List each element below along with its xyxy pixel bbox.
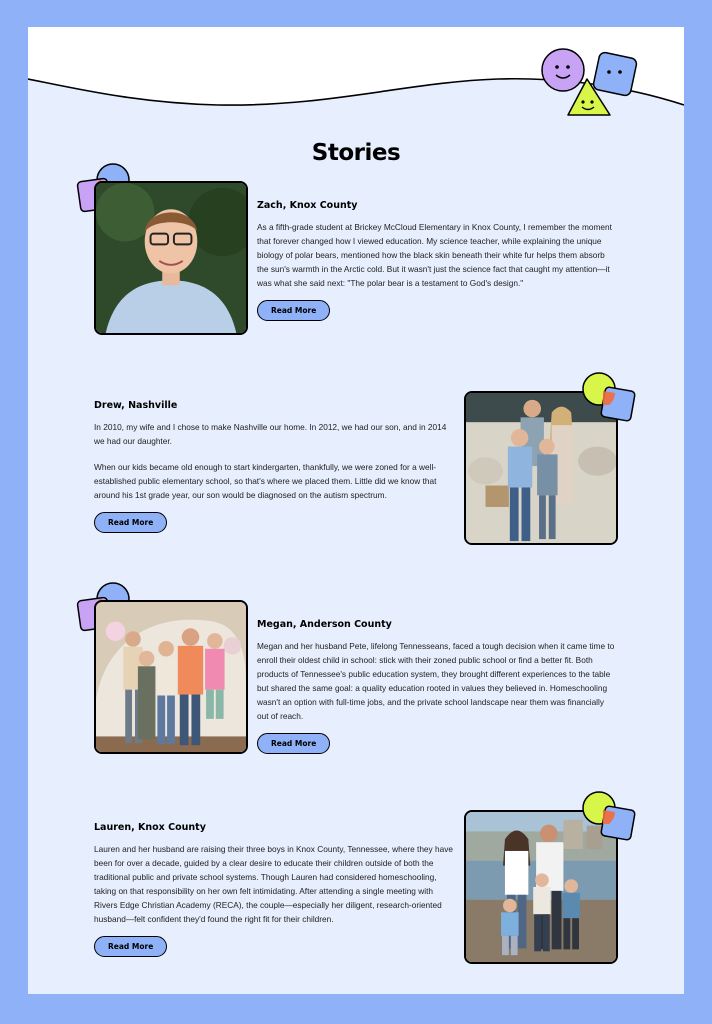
mascot-shapes-icon [538, 45, 668, 145]
zach-photo [94, 181, 248, 335]
story-body [257, 639, 617, 723]
story-paragraph: When our kids became old enough to start kindergarten, thankfully, we were zoned for a well-established public elementary school, so that's where we placed them. Little did we know that around his 1st grade year, our son would be diagnosed on the autism spectrum. [94, 462, 437, 500]
story-name: Megan, Anderson County [257, 619, 392, 630]
shapes-deco-icon [579, 790, 643, 854]
story-body [257, 220, 617, 290]
story-lauren [94, 822, 454, 957]
megan-photo [94, 600, 248, 754]
story-body [94, 842, 454, 926]
page-title: Stories [311, 140, 401, 166]
story-paragraph: Megan and her husband Pete, lifelong Tennesseans, faced a tough decision when it came time to enroll their oldest child in school: stick with their zoned public school or find a better fit. Both products of Tennessee's public education system, they brought different experiences to the table but shared the same goal: a quality education rooted in values they believed in. Homeschooling wasn't an option with full-time jobs, and the private school landscape near them was financially out of reach. [257, 641, 615, 721]
story-paragraph: Lauren and her husband are raising their three boys in Knox County, Tennessee, where they have been for over a decade, guided by a clear desire to educate their children outside of both the traditional public and private school systems. Though Lauren had considered homeschooling, taking on that responsibility on her own felt intimidating. After attending a single meeting with Rivers Edge Christian Academy (RECA), the couple—especially her diligent, research-oriented husband—felt confident they'd found the right fit for their children. [94, 844, 453, 924]
read-more-button[interactable]: Read More [257, 300, 330, 321]
story-zach [257, 200, 617, 321]
read-more-button[interactable]: Read More [94, 512, 167, 533]
story-name: Drew, Nashville [94, 400, 178, 411]
read-more-button[interactable]: Read More [257, 733, 330, 754]
story-megan [257, 619, 617, 754]
shapes-deco-icon [579, 371, 643, 435]
story-name: Zach, Knox County [257, 200, 358, 211]
story-body [94, 420, 454, 502]
story-drew [94, 400, 454, 533]
story-name: Lauren, Knox County [94, 822, 206, 833]
read-more-button[interactable]: Read More [94, 936, 167, 957]
story-paragraph: As a fifth-grade student at Brickey McCloud Elementary in Knox County, I remember the moment that forever changed how I viewed education. My science teacher, while explaining the unique biology of polar bears, mentioned how the black skin beneath their white fur helps them absorb the sun's warmth in the Arctic cold. But it wasn't just the science fact that caught my attention—it was what she said next: "The polar bear is a testament to God's design." [257, 222, 612, 288]
story-paragraph: In 2010, my wife and I chose to make Nashville our home. In 2012, we had our son, and in 2014 we had our daughter. [94, 422, 447, 446]
stories-card [28, 27, 684, 994]
